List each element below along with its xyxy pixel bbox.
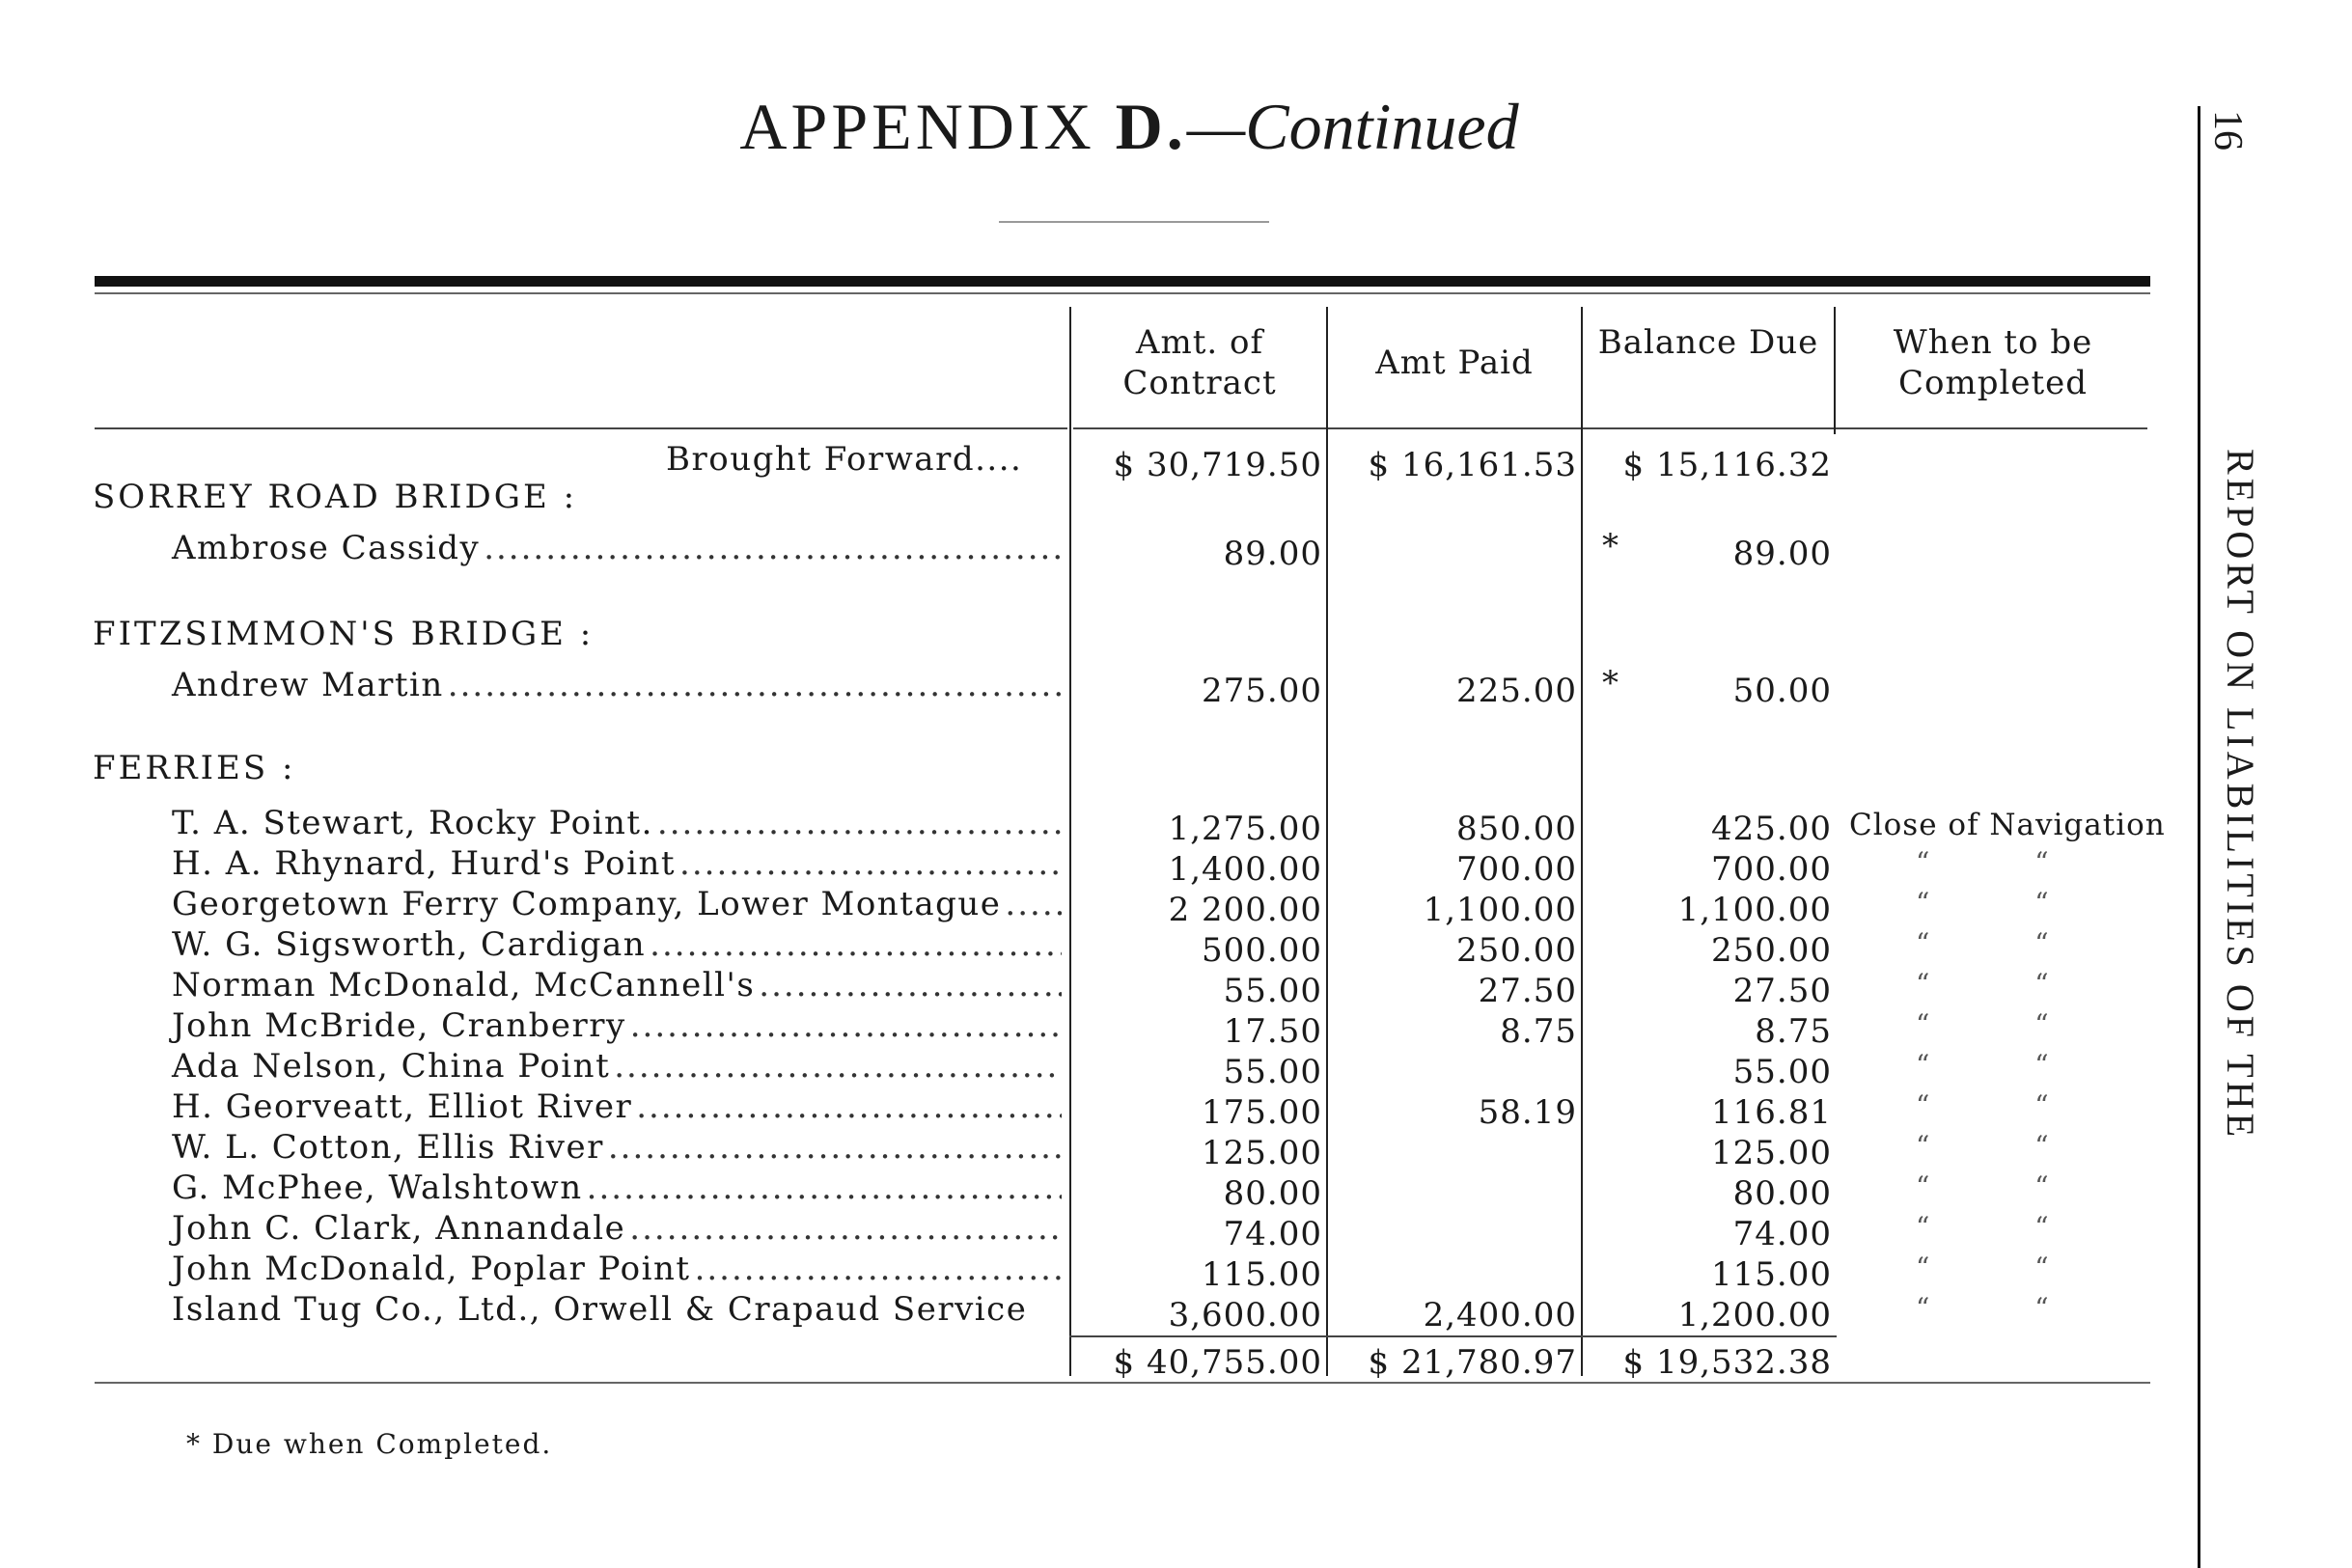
table-bottom-rule [95, 1382, 2150, 1384]
row-name-text: Island Tug Co., Ltd., Orwell & Crapaud Service [172, 1290, 1028, 1329]
section-heading: SORREY ROAD BRIDGE : [93, 478, 578, 516]
leader-dots [650, 925, 1062, 964]
column-header-paid: Amt Paid [1375, 344, 1534, 382]
leader-dots [1005, 885, 1062, 923]
brought-forward-label: Brought Forward.... [666, 440, 1023, 479]
row-contract: 115.00 [1202, 1255, 1322, 1294]
row-name [172, 1128, 1062, 1167]
row-name-text: T. A. Stewart, Rocky Point. [172, 804, 653, 842]
row-name-text: Norman McDonald, McCannell's [172, 966, 756, 1004]
row-name [172, 1169, 1062, 1207]
row-when: Close of Navigation [1849, 808, 2166, 842]
row-balance: 27.50 [1732, 972, 1832, 1010]
row-name-text: John McDonald, Poplar Point [172, 1250, 691, 1288]
row-balance: 80.00 [1732, 1174, 1832, 1213]
row-name [172, 666, 1062, 704]
row-name [172, 1209, 1062, 1248]
row-when: “ “ [1916, 1008, 2049, 1040]
row-name [172, 1006, 1062, 1045]
footnote: * Due when Completed. [186, 1428, 553, 1460]
column-header-balance: Balance Due [1597, 323, 1819, 362]
row-paid: 250.00 [1456, 931, 1577, 970]
due-when-completed-marker: * [1602, 527, 1619, 565]
row-name [172, 885, 1062, 923]
row-when: “ “ [1916, 1049, 2049, 1081]
row-paid: 225.00 [1456, 672, 1577, 710]
row-balance: 74.00 [1732, 1215, 1832, 1253]
leader-dots [448, 666, 1062, 704]
row-when: “ “ [1916, 887, 2049, 919]
total-balance: $ 19,532.38 [1622, 1343, 1832, 1382]
row-name-text: Georgetown Ferry Company, Lower Montague [172, 885, 1002, 923]
leader-dots [630, 1006, 1062, 1045]
page-number: 16 [2205, 110, 2250, 151]
title-main: APPENDIX [739, 90, 1116, 163]
row-balance: 8.75 [1755, 1012, 1832, 1051]
totals-rule [1069, 1335, 1837, 1337]
row-paid: 27.50 [1478, 972, 1577, 1010]
row-when: “ “ [1916, 927, 2049, 959]
row-balance: 250.00 [1711, 931, 1832, 970]
section-heading: FERRIES : [93, 749, 296, 787]
row-name-text: H. A. Rhynard, Hurd's Point [172, 844, 677, 883]
row-balance: 425.00 [1711, 810, 1832, 848]
row-balance: 89.00 [1732, 535, 1832, 573]
title-underline [999, 221, 1269, 223]
column-header-when: When to be Completed [1893, 323, 2093, 402]
row-when: “ “ [1916, 1130, 2049, 1162]
brought-forward-paid: $ 16,161.53 [1368, 446, 1577, 484]
title-continued: —Continued [1186, 90, 1519, 163]
row-contract: 175.00 [1202, 1093, 1322, 1132]
row-contract: 55.00 [1223, 972, 1322, 1010]
row-name-text: Ambrose Cassidy [172, 529, 481, 567]
column-divider-1 [1069, 307, 1071, 1376]
table-top-thin-rule [95, 292, 2150, 294]
row-paid: 700.00 [1456, 850, 1577, 889]
row-name [172, 966, 1062, 1004]
row-balance: 700.00 [1711, 850, 1832, 889]
row-contract: 80.00 [1223, 1174, 1322, 1213]
row-name [172, 1250, 1062, 1288]
row-paid: 2,400.00 [1423, 1296, 1577, 1334]
row-name-text: John C. Clark, Annandale [172, 1209, 626, 1248]
row-paid: 850.00 [1456, 810, 1577, 848]
row-balance: 55.00 [1732, 1053, 1832, 1091]
row-name [172, 925, 1062, 964]
row-contract: 500.00 [1202, 931, 1322, 970]
row-name-text: H. Georveatt, Elliot River [172, 1087, 633, 1126]
row-name [172, 1047, 1062, 1086]
column-header-contract: Amt. of Contract [1122, 323, 1277, 402]
title-letter: D. [1115, 90, 1187, 163]
row-balance: 1,100.00 [1677, 891, 1832, 929]
row-name-text: G. McPhee, Walshtown [172, 1169, 583, 1207]
row-paid: 8.75 [1500, 1012, 1577, 1051]
row-name [172, 1087, 1062, 1126]
header-rule-label [95, 427, 1067, 429]
leader-dots [759, 966, 1062, 1004]
row-balance: 1,200.00 [1677, 1296, 1832, 1334]
leader-dots [695, 1250, 1062, 1288]
total-paid: $ 21,780.97 [1368, 1343, 1577, 1382]
row-contract: 3,600.00 [1168, 1296, 1322, 1334]
row-when: “ “ [1916, 1089, 2049, 1121]
row-name-text: Andrew Martin [172, 666, 444, 704]
leader-dots [679, 844, 1062, 883]
running-title: REPORT ON LIABILITIES OF THE [2219, 449, 2262, 1141]
row-when: “ “ [1916, 1252, 2049, 1283]
row-when: “ “ [1916, 846, 2049, 878]
row-contract: 74.00 [1223, 1215, 1322, 1253]
row-paid: 1,100.00 [1423, 891, 1577, 929]
row-when: “ “ [1916, 1292, 2049, 1324]
row-name [172, 804, 1062, 842]
row-balance: 125.00 [1711, 1134, 1832, 1172]
page-title [0, 89, 2258, 165]
row-name-text: W. G. Sigsworth, Cardigan [172, 925, 647, 964]
leader-dots [484, 529, 1062, 567]
row-balance: 116.81 [1711, 1093, 1832, 1132]
due-when-completed-marker: * [1602, 664, 1619, 702]
row-name [172, 529, 1062, 567]
row-when: “ “ [1916, 1211, 2049, 1243]
section-heading: FITZSIMMON'S BRIDGE : [93, 615, 595, 653]
row-when: “ “ [1916, 1170, 2049, 1202]
margin-rule [2198, 106, 2200, 1568]
brought-forward-contract: $ 30,719.50 [1113, 446, 1322, 484]
row-name [172, 844, 1062, 883]
row-name-text: John McBride, Cranberry [172, 1006, 626, 1045]
table-top-rule [95, 276, 2150, 287]
leader-dots [636, 1087, 1062, 1126]
row-name-text: W. L. Cotton, Ellis River [172, 1128, 604, 1167]
brought-forward-balance: $ 15,116.32 [1622, 446, 1832, 484]
leader-dots [608, 1128, 1062, 1167]
row-name [172, 1290, 1027, 1329]
row-contract: 89.00 [1223, 535, 1322, 573]
row-contract: 1,400.00 [1168, 850, 1322, 889]
row-contract: 17.50 [1223, 1012, 1322, 1051]
leader-dots [629, 1209, 1062, 1248]
row-contract: 125.00 [1202, 1134, 1322, 1172]
row-name-text: Ada Nelson, China Point [172, 1047, 611, 1086]
row-contract: 275.00 [1202, 672, 1322, 710]
row-contract: 1,275.00 [1168, 810, 1322, 848]
header-rule-columns [1073, 427, 2147, 429]
leader-dots [587, 1169, 1062, 1207]
row-contract: 2 200.00 [1168, 891, 1322, 929]
row-paid: 58.19 [1478, 1093, 1577, 1132]
row-contract: 55.00 [1223, 1053, 1322, 1091]
total-contract: $ 40,755.00 [1113, 1343, 1322, 1382]
row-balance: 115.00 [1711, 1255, 1832, 1294]
row-when: “ “ [1916, 968, 2049, 1000]
row-balance: 50.00 [1732, 672, 1832, 710]
leader-dots [657, 804, 1062, 842]
leader-dots [614, 1047, 1062, 1086]
